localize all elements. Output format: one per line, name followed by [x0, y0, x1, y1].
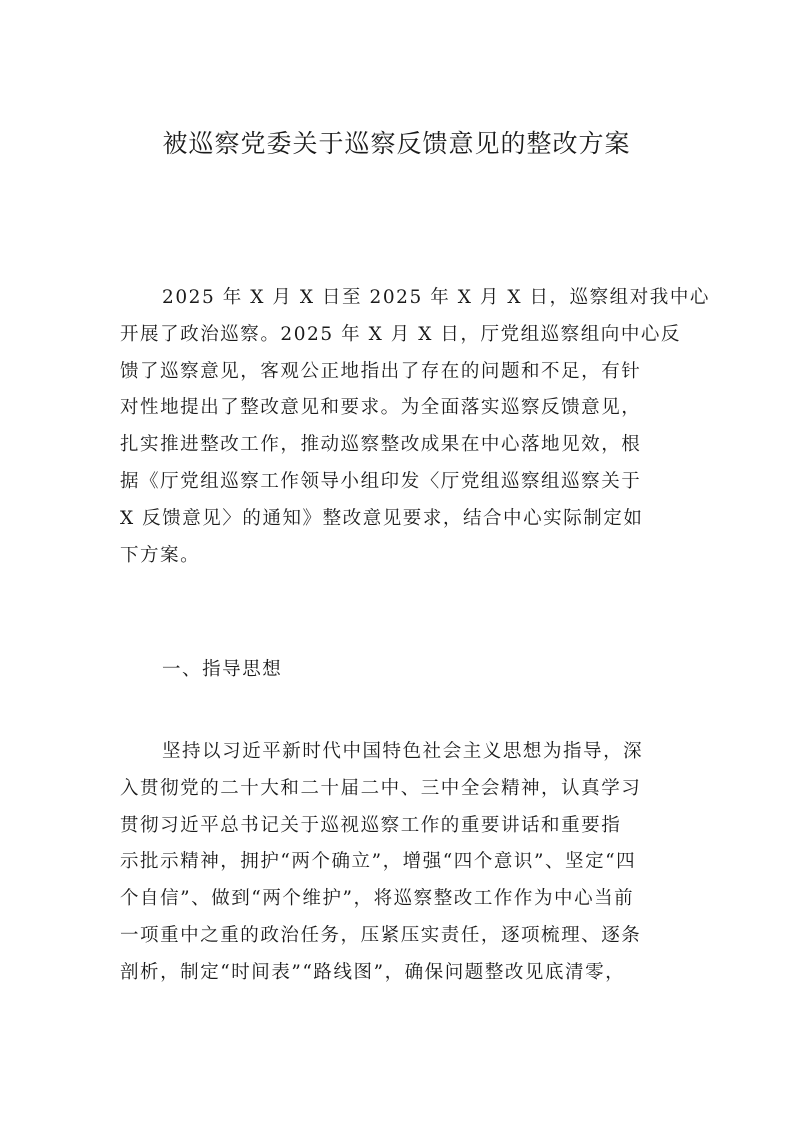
paragraph-line: 剖析，制定“时间表”“路线图”，确保问题整改见底清零， [120, 961, 626, 983]
section-heading-text: 一、指导思想 [162, 659, 283, 680]
paragraph-background [120, 280, 710, 574]
paragraph-line: 坚持以习近平新时代中国特色社会主义思想为指导，深 [162, 741, 644, 762]
paragraph-line: X 反馈意见〉的通知》整改意见要求，结合中心实际制定如 [120, 507, 644, 529]
paragraph-guiding-ideology [120, 734, 680, 992]
paragraph-line: 馈了巡察意见，客观公正地指出了存在的问题和不足，有针 [120, 360, 642, 382]
paragraph-line: 对性地提出了整改意见和要求。为全面落实巡察反馈意见， [120, 397, 642, 419]
paragraph-line: 2025 年 X 月 X 日至 2025 年 X 月 X 日，巡察组对我中心 [162, 287, 710, 308]
section-heading-guiding-ideology [120, 652, 680, 689]
paragraph-line: 一项重中之重的政治任务，压紧压实责任，逐项梳理、逐条 [120, 924, 642, 946]
paragraph-line: 贯彻习近平总书记关于巡视巡察工作的重要讲话和重要指 [120, 814, 622, 836]
paragraph-line: 扎实推进整改工作，推动巡察整改成果在中心落地见效，根 [120, 434, 642, 456]
paragraph-line: 据《厅党组巡察工作领导小组印发〈厅党组巡察组巡察关于 [120, 470, 642, 492]
paragraph-line: 示批示精神，拥护“两个确立”，增强“四个意识”、坚定“四 [120, 851, 637, 873]
paragraph-line: 下方案。 [120, 544, 201, 566]
paragraph-line: 入贯彻党的二十大和二十届二中、三中全会精神，认真学习 [120, 777, 642, 799]
paragraph-line: 个自信”、做到“两个维护”，将巡察整改工作作为中心当前 [120, 888, 635, 910]
document-title: 被巡察党委关于巡察反馈意见的整改方案 [162, 129, 631, 158]
paragraph-line: 开展了政治巡察。2025 年 X 月 X 日，厅党组巡察组向中心反 [120, 323, 681, 345]
